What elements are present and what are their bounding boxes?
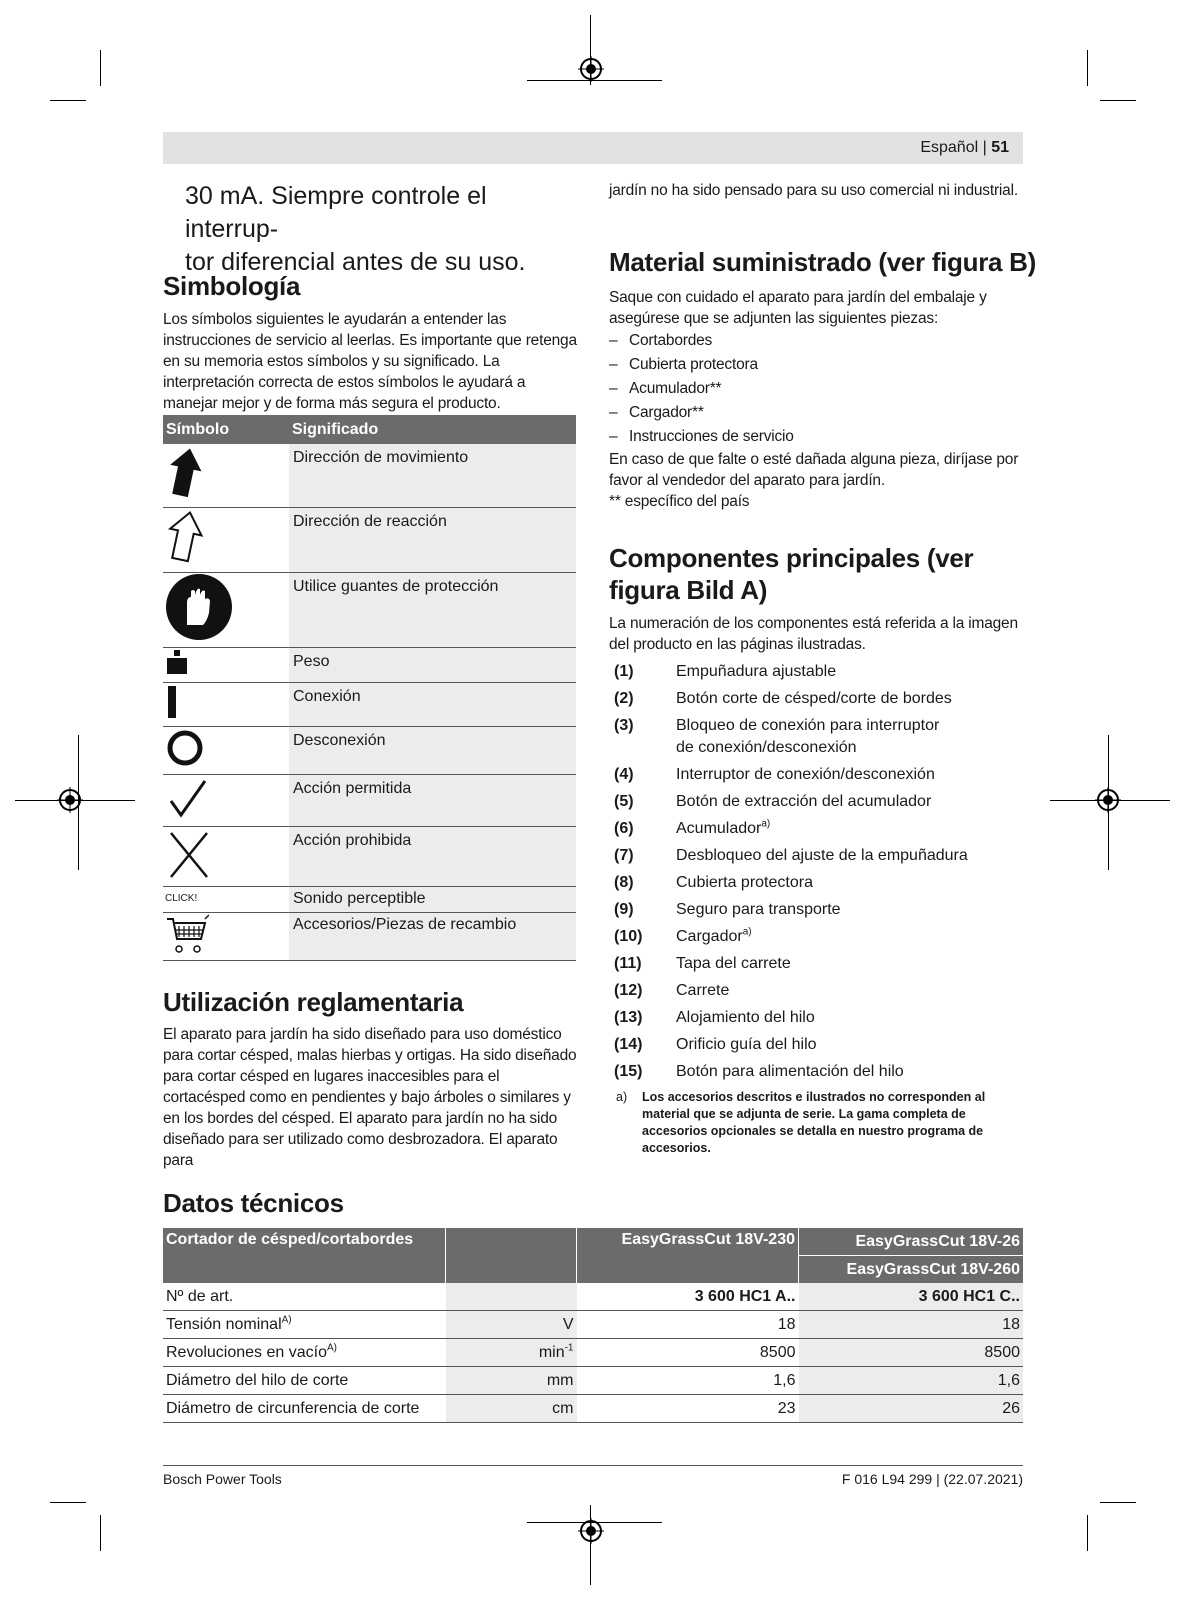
list-item: (9) Seguro para transporte <box>614 901 841 918</box>
crop-mark <box>1100 100 1136 101</box>
reaction-arrow-icon <box>165 508 205 566</box>
col-meaning: Significado <box>289 415 576 444</box>
list-item: – Cubierta protectora <box>609 353 1024 377</box>
footer-rule <box>163 1465 1023 1466</box>
symbols-text: Los símbolos siguientes le ayudarán a entender las instrucciones de servicio al leerlas. Es importante que retenga en su memoria estos símbolos y su significado. La interpretación correcta de estos símbolos le ayudará a manejar mejor y de forma más segura el producto. <box>163 311 577 412</box>
table-row: Diámetro de circunferencia de corte cm 23 26 <box>163 1395 1023 1423</box>
components-footnote: a) Los accesorios descritos e ilustrados no corresponden al material que se adjunta de serie. La gama completa de accesorios opcionales se detalla en nuestro programa de accesorios. <box>616 1090 986 1155</box>
footer-right: F 016 L94 299 | (22.07.2021) <box>841 1471 1023 1487</box>
supplied-list <box>609 329 1024 449</box>
intended-use-heading: Utilización reglamentaria <box>163 987 464 1017</box>
table-row: Acción permitida <box>163 774 576 826</box>
list-item: – Instrucciones de servicio <box>609 425 1024 449</box>
list-item: (2) Botón corte de césped/corte de bordes <box>614 690 952 707</box>
components-text: La numeración de los componentes está referida a la imagen del producto en las páginas ilustradas. <box>609 615 1018 653</box>
registration-mark-icon <box>578 56 604 82</box>
components-heading: Componentes principales (ver figura Bild A) <box>609 543 974 605</box>
check-icon <box>165 775 211 821</box>
crop-mark <box>50 100 86 101</box>
gloves-icon <box>165 573 233 641</box>
list-item: (13) Alojamiento del hilo <box>614 1009 815 1026</box>
registration-mark-icon <box>578 1518 604 1544</box>
table-row: Acción prohibida <box>163 826 576 886</box>
list-item: (15) Botón para alimentación del hilo <box>614 1063 904 1080</box>
table-header-row <box>163 1228 1023 1256</box>
on-icon <box>165 683 181 721</box>
footer-left: Bosch Power Tools <box>163 1471 282 1487</box>
list-item: (7) Desbloqueo del ajuste de la empuñadura <box>614 847 968 864</box>
list-item: (6) Acumulador$^{a)}$ <box>614 818 771 837</box>
list-item: (12) Carrete <box>614 982 730 999</box>
table-row: Dirección de movimiento <box>163 444 576 507</box>
list-item: – Cortabordes <box>609 329 1024 353</box>
components-list <box>614 661 1034 1088</box>
list-item: (1) Empuñadura ajustable <box>614 663 837 680</box>
table-row: Conexión <box>163 682 576 726</box>
tech-heading: Datos técnicos <box>163 1188 344 1218</box>
click-icon: CLICK! <box>163 886 289 912</box>
crop-mark <box>1100 1502 1136 1503</box>
list-item: – Cargador** <box>609 401 1024 425</box>
list-item: (8) Cubierta protectora <box>614 874 813 891</box>
crop-mark <box>1087 1515 1088 1551</box>
table-row: Peso <box>163 647 576 682</box>
col-model-1: EasyGrassCut 18V-230 <box>577 1228 799 1283</box>
table-row: Revoluciones en vacío$^{A)}$ $\min^{-1}$ 8500 8500 <box>163 1339 1023 1367</box>
registration-mark-icon <box>1095 787 1121 813</box>
page-number: 51 <box>991 139 1009 156</box>
movement-arrow-icon <box>165 444 205 500</box>
col-model-3: EasyGrassCut 18V-260 <box>799 1256 1024 1284</box>
list-item: (14) Orificio guía del hilo <box>614 1036 817 1053</box>
table-row: CLICK! Sonido perceptible <box>163 886 576 912</box>
list-item: (3) Bloqueo de conexión para interruptor de conexión/desconexión <box>614 717 940 756</box>
table-row: Nº de art. 3 600 HC1 A.. 3 600 HC1 C.. <box>163 1283 1023 1311</box>
list-item: (4) Interruptor de conexión/desconexión <box>614 766 935 783</box>
tech-table <box>163 1228 1023 1423</box>
crop-mark <box>1087 50 1088 86</box>
page-header: Español | 51 <box>163 132 1023 164</box>
cart-icon <box>165 913 209 955</box>
cross-icon <box>165 827 211 881</box>
off-icon <box>165 727 205 769</box>
col-model-2: EasyGrassCut 18V-26 <box>799 1228 1024 1256</box>
table-row: Tensión nominal$^{A)}$ V 18 18 <box>163 1311 1023 1339</box>
intro-text: 30 mA. Siempre controle el interrup- tor diferencial antes de su uso. <box>185 182 526 276</box>
symbols-heading: Simbología <box>163 271 301 301</box>
table-row: Diámetro del hilo de corte mm 1,6 1,6 <box>163 1367 1023 1395</box>
supplied-section: Saque con cuidado el aparato para jardín del embalaje y asegúrese que se adjunten las siguientes piezas: – Cortabordes – Cubierta protectora – Acumulador** – Cargador** – Instrucciones de servicio En caso de que falte o esté dañada alguna pieza, diríjase por favor al vendedor del aparato para jardín. ** específico del país <box>609 287 1024 512</box>
weight-icon <box>165 648 189 676</box>
col-symbol: Símbolo <box>163 415 289 444</box>
list-item: – Acumulador** <box>609 377 1024 401</box>
list-item: (10) Cargador$^{a)}$ <box>614 926 752 945</box>
continued-text: jardín no ha sido pensado para su uso comercial ni industrial. <box>609 182 1018 199</box>
list-item: (5) Botón de extracción del acumulador <box>614 793 932 810</box>
list-item: (11) Tapa del carrete <box>614 955 791 972</box>
registration-mark-icon <box>57 787 83 813</box>
table-row: Dirección de reacción <box>163 507 576 572</box>
table-row: Desconexión <box>163 726 576 774</box>
col-product: Cortador de césped/cortabordes <box>163 1228 446 1283</box>
intended-use-text: El aparato para jardín ha sido diseñado para uso doméstico para cortar césped, malas hierbas y ortigas. Ha sido diseñado para cortar césped en lugares inaccesibles para el cortacésped como en pendientes y bajo árboles o similares y en los bordes del césped. El aparato para jardín no ha sido diseñado para ser utilizado como desbrozadora. El aparato para <box>163 1026 577 1169</box>
symbols-table <box>163 415 576 961</box>
crop-mark <box>100 50 101 86</box>
crop-mark <box>100 1515 101 1551</box>
header-language: Español <box>920 139 979 156</box>
supplied-heading: Material suministrado (ver figura B) <box>609 247 1036 277</box>
crop-mark <box>590 1505 591 1585</box>
crop-mark <box>50 1502 86 1503</box>
table-row: Utilice guantes de protección <box>163 572 576 647</box>
table-row: Accesorios/Piezas de recambio <box>163 912 576 960</box>
